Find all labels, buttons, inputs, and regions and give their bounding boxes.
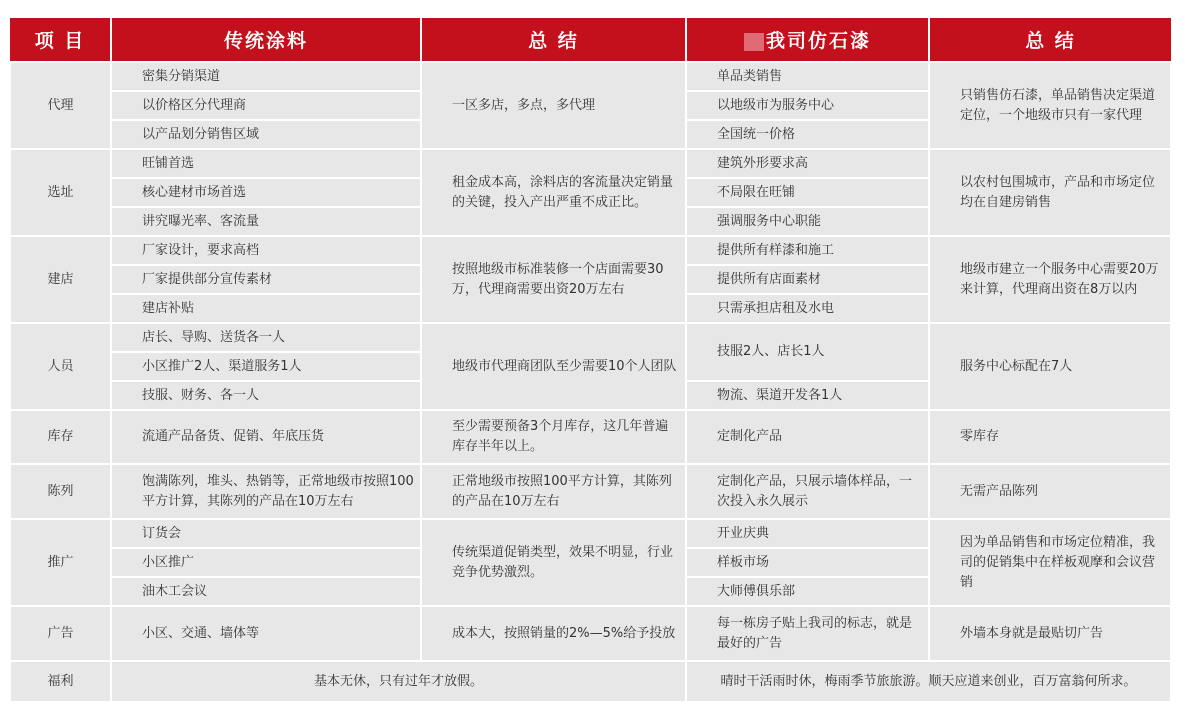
ours-cell: 提供所有样漆和施工 bbox=[686, 236, 929, 265]
header-row bbox=[10, 18, 1171, 62]
ours-cell: 建筑外形要求高 bbox=[686, 149, 929, 178]
ours-summary-cell: 无需产品陈列 bbox=[929, 464, 1171, 519]
traditional-cell: 密集分销渠道 bbox=[111, 62, 421, 91]
header-ours-label: 我司仿石漆 bbox=[765, 30, 871, 52]
ours-cell: 只需承担店租及水电 bbox=[686, 294, 929, 323]
ours-summary-cell: 服务中心标配在7人 bbox=[929, 323, 1171, 410]
table-row bbox=[10, 661, 1171, 702]
header-traditional: 传统涂料 bbox=[111, 18, 421, 62]
summary-cell: 地级市代理商团队至少需要10个人团队 bbox=[421, 323, 686, 410]
traditional-cell: 流通产品备货、促销、年底压货 bbox=[111, 410, 421, 464]
ours-cell: 不局限在旺铺 bbox=[686, 178, 929, 207]
summary-cell: 至少需要预备3个月库存，这几年普遍库存半年以上。 bbox=[421, 410, 686, 464]
table-row bbox=[10, 149, 1171, 178]
table-row bbox=[10, 606, 1171, 661]
ours-cell: 定制化产品 bbox=[686, 410, 929, 464]
ours-cell: 以地级市为服务中心 bbox=[686, 91, 929, 120]
ours-cell: 每一栋房子贴上我司的标志，就是最好的广告 bbox=[686, 606, 929, 661]
traditional-cell: 旺铺首选 bbox=[111, 149, 421, 178]
table-row bbox=[10, 519, 1171, 548]
traditional-cell: 以价格区分代理商 bbox=[111, 91, 421, 120]
ours-summary-cell: 只销售仿石漆，单品销售决定渠道定位，一个地级市只有一家代理 bbox=[929, 62, 1171, 149]
header-item: 项 目 bbox=[10, 18, 111, 62]
category-welfare: 福利 bbox=[10, 661, 111, 702]
summary-cell: 一区多店，多点，多代理 bbox=[421, 62, 686, 149]
ours-cell: 开业庆典 bbox=[686, 519, 929, 548]
traditional-cell: 厂家设计，要求高档 bbox=[111, 236, 421, 265]
traditional-cell: 以产品划分销售区域 bbox=[111, 120, 421, 149]
traditional-welfare-cell: 基本无休，只有过年才放假。 bbox=[111, 661, 686, 702]
table-row bbox=[10, 323, 1171, 352]
summary-cell: 成本大，按照销量的2%—5%给予投放 bbox=[421, 606, 686, 661]
comparison-table-container bbox=[9, 18, 1170, 703]
table-row bbox=[10, 236, 1171, 265]
table-row bbox=[10, 62, 1171, 91]
ours-summary-cell: 以农村包围城市，产品和市场定位均在自建房销售 bbox=[929, 149, 1171, 236]
ours-cell: 定制化产品，只展示墙体样品，一次投入永久展示 bbox=[686, 464, 929, 519]
traditional-cell: 小区推广2人、渠道服务1人 bbox=[111, 352, 421, 381]
ours-cell: 全国统一价格 bbox=[686, 120, 929, 149]
ours-cell: 物流、渠道开发各1人 bbox=[686, 381, 929, 410]
category-agency: 代理 bbox=[10, 62, 111, 149]
ours-summary-cell: 地级市建立一个服务中心需要20万来计算，代理商出资在8万以内 bbox=[929, 236, 1171, 323]
summary-cell: 按照地级市标准装修一个店面需要30万，代理商需要出资20万左右 bbox=[421, 236, 686, 323]
summary-cell: 传统渠道促销类型，效果不明显，行业竞争优势激烈。 bbox=[421, 519, 686, 606]
ours-cell: 技服2人、店长1人 bbox=[686, 323, 929, 381]
header-ours bbox=[686, 18, 929, 62]
traditional-cell: 饱满陈列，堆头、热销等，正常地级市按照100平方计算，其陈列的产品在10万左右 bbox=[111, 464, 421, 519]
ours-cell: 强调服务中心职能 bbox=[686, 207, 929, 236]
table-row bbox=[10, 464, 1171, 519]
category-inventory: 库存 bbox=[10, 410, 111, 464]
traditional-cell: 核心建材市场首选 bbox=[111, 178, 421, 207]
category-staff: 人员 bbox=[10, 323, 111, 410]
summary-cell: 正常地级市按照100平方计算，其陈列的产品在10万左右 bbox=[421, 464, 686, 519]
table-row bbox=[10, 410, 1171, 464]
traditional-cell: 小区推广 bbox=[111, 548, 421, 577]
comparison-table bbox=[9, 18, 1172, 703]
header-summary-ours: 总 结 bbox=[929, 18, 1171, 62]
traditional-cell: 店长、导购、送货各一人 bbox=[111, 323, 421, 352]
category-display: 陈列 bbox=[10, 464, 111, 519]
summary-cell: 租金成本高，涂料店的客流量决定销量的关键，投入产出严重不成正比。 bbox=[421, 149, 686, 236]
ours-welfare-cell: 晴时干活雨时休，梅雨季节旅旅游。顺天应道来创业，百万富翁何所求。 bbox=[686, 661, 1171, 702]
category-site: 选址 bbox=[10, 149, 111, 236]
traditional-cell: 建店补贴 bbox=[111, 294, 421, 323]
traditional-cell: 厂家提供部分宣传素材 bbox=[111, 265, 421, 294]
ours-cell: 单品类销售 bbox=[686, 62, 929, 91]
header-summary-traditional: 总 结 bbox=[421, 18, 686, 62]
ours-cell: 提供所有店面素材 bbox=[686, 265, 929, 294]
category-ads: 广告 bbox=[10, 606, 111, 661]
ours-summary-cell: 因为单品销售和市场定位精准，我司的促销集中在样板观摩和会议营销 bbox=[929, 519, 1171, 606]
ours-summary-cell: 外墙本身就是最贴切广告 bbox=[929, 606, 1171, 661]
traditional-cell: 小区、交通、墙体等 bbox=[111, 606, 421, 661]
traditional-cell: 技服、财务、各一人 bbox=[111, 381, 421, 410]
traditional-cell: 讲究曝光率、客流量 bbox=[111, 207, 421, 236]
traditional-cell: 油木工会议 bbox=[111, 577, 421, 606]
traditional-cell: 订货会 bbox=[111, 519, 421, 548]
ours-cell: 大师傅俱乐部 bbox=[686, 577, 929, 606]
category-promotion: 推广 bbox=[10, 519, 111, 606]
category-store: 建店 bbox=[10, 236, 111, 323]
blurred-logo-icon bbox=[744, 33, 764, 51]
ours-summary-cell: 零库存 bbox=[929, 410, 1171, 464]
ours-cell: 样板市场 bbox=[686, 548, 929, 577]
